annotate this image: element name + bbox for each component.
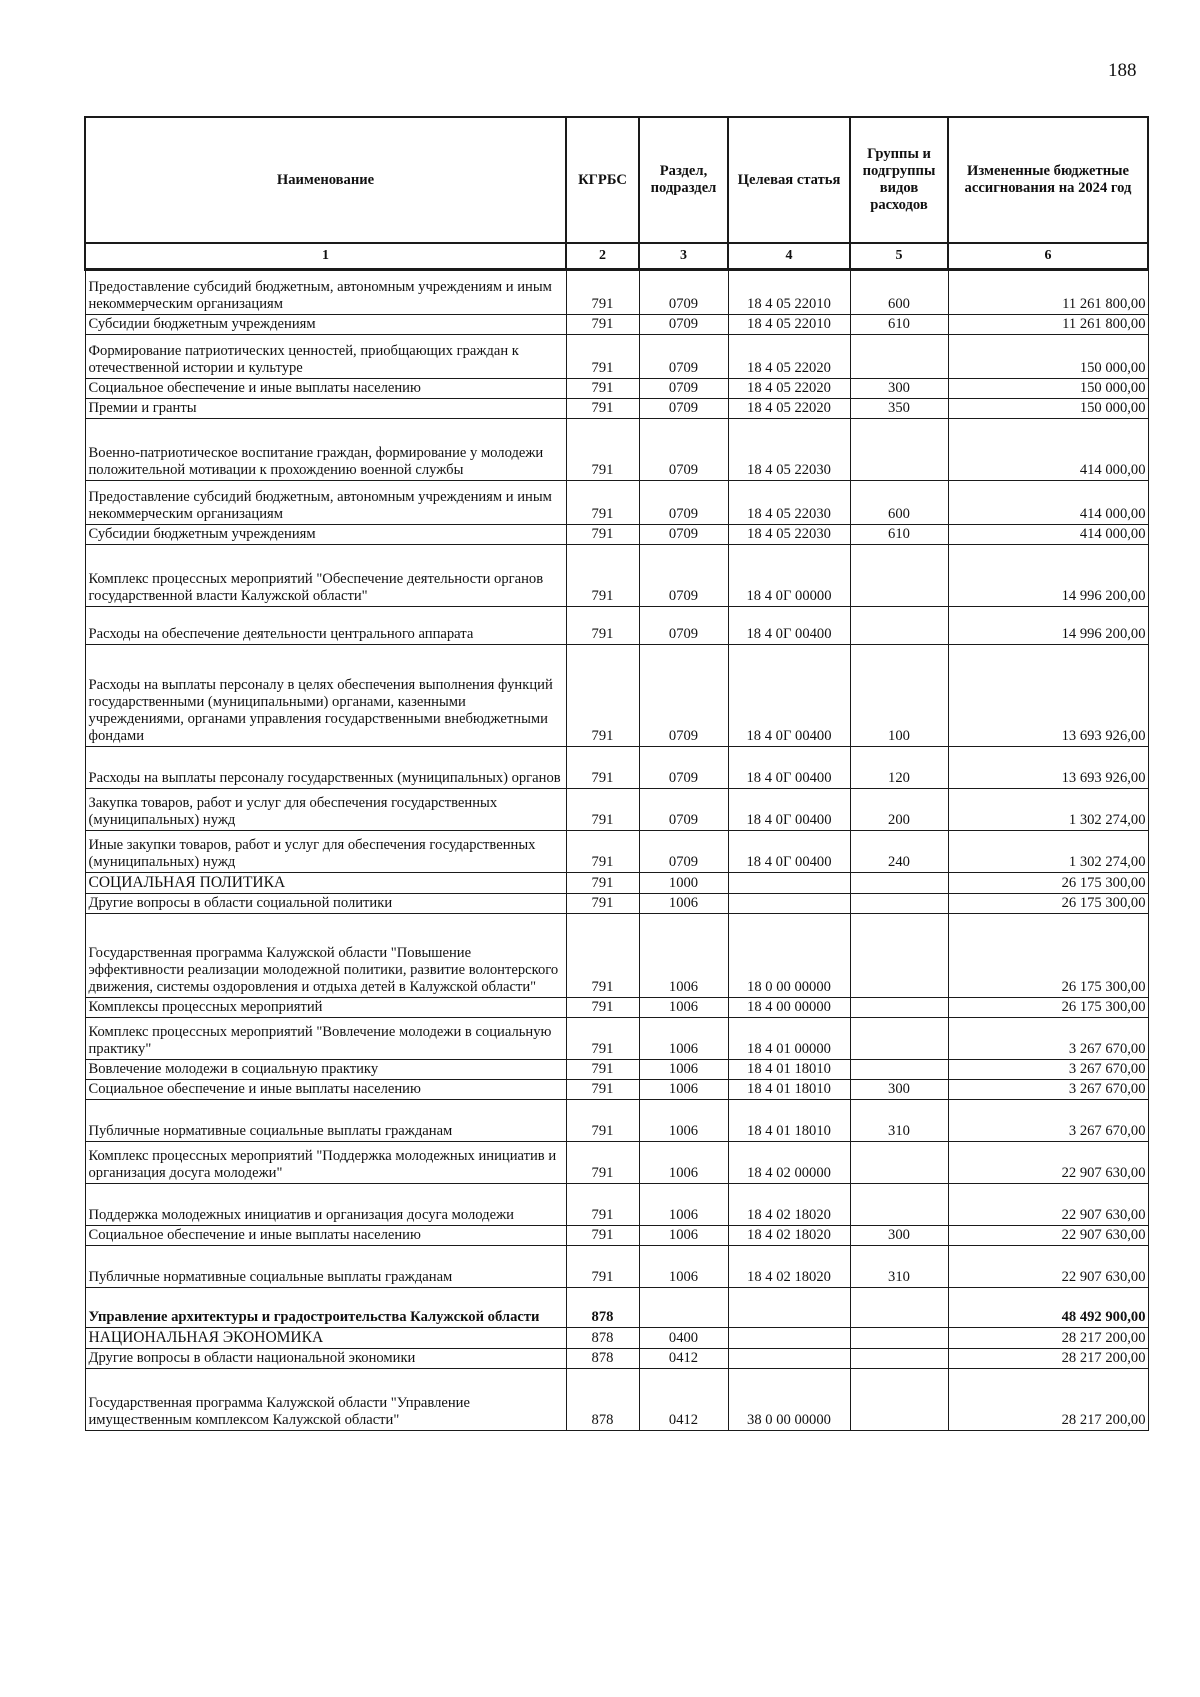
row-name-cell: Комплексы процессных мероприятий — [85, 997, 566, 1017]
row-section-cell: 0709 — [639, 831, 728, 873]
column-number: 4 — [728, 243, 850, 270]
row-target-article-cell: 18 4 00 00000 — [728, 997, 850, 1017]
header-section: Раздел, подраздел — [639, 117, 728, 243]
row-target-article-cell: 18 4 01 18010 — [728, 1079, 850, 1099]
page-number: 188 — [1108, 60, 1137, 81]
row-kgrbs-cell: 791 — [566, 747, 639, 789]
row-section-cell: 1006 — [639, 1225, 728, 1245]
table-row — [85, 1059, 1148, 1079]
column-number-row — [85, 243, 1148, 270]
row-kgrbs-cell: 791 — [566, 1017, 639, 1059]
row-target-article-cell — [728, 1327, 850, 1348]
row-amount-cell: 1 302 274,00 — [948, 831, 1148, 873]
row-amount-cell: 414 000,00 — [948, 419, 1148, 481]
row-amount-cell: 3 267 670,00 — [948, 1059, 1148, 1079]
row-expense-group-cell — [850, 545, 948, 607]
row-amount-cell: 11 261 800,00 — [948, 315, 1148, 335]
row-name-cell: Расходы на выплаты персоналу государственных (муниципальных) органов — [85, 747, 566, 789]
row-expense-group-cell: 600 — [850, 270, 948, 315]
row-expense-group-cell — [850, 913, 948, 997]
row-amount-cell: 3 267 670,00 — [948, 1079, 1148, 1099]
row-kgrbs-cell: 791 — [566, 1225, 639, 1245]
table-row — [85, 1079, 1148, 1099]
row-target-article-cell: 18 4 05 22010 — [728, 315, 850, 335]
row-kgrbs-cell: 791 — [566, 399, 639, 419]
row-name-cell: Социальное обеспечение и иные выплаты населению — [85, 1225, 566, 1245]
table-row — [85, 789, 1148, 831]
row-expense-group-cell: 310 — [850, 1245, 948, 1287]
row-amount-cell: 150 000,00 — [948, 335, 1148, 379]
table-body — [85, 270, 1148, 1431]
row-expense-group-cell — [850, 893, 948, 913]
row-amount-cell: 3 267 670,00 — [948, 1099, 1148, 1141]
table-row — [85, 1183, 1148, 1225]
row-kgrbs-cell: 791 — [566, 379, 639, 399]
row-amount-cell: 1 302 274,00 — [948, 789, 1148, 831]
row-target-article-cell: 18 4 0Г 00400 — [728, 747, 850, 789]
row-target-article-cell — [728, 1348, 850, 1368]
row-kgrbs-cell: 791 — [566, 270, 639, 315]
header-target-article: Целевая статья — [728, 117, 850, 243]
row-kgrbs-cell: 791 — [566, 645, 639, 747]
row-kgrbs-cell: 791 — [566, 481, 639, 525]
row-amount-cell: 13 693 926,00 — [948, 645, 1148, 747]
row-name-cell: Военно-патриотическое воспитание граждан, формирование у молодежи положительной мотивации к прохождению военной службы — [85, 419, 566, 481]
row-section-cell: 0709 — [639, 335, 728, 379]
row-name-cell: Комплекс процессных мероприятий "Вовлечение молодежи в социальную практику" — [85, 1017, 566, 1059]
table-row — [85, 315, 1148, 335]
table-row — [85, 873, 1148, 894]
row-target-article-cell: 18 4 02 18020 — [728, 1183, 850, 1225]
column-number: 6 — [948, 243, 1148, 270]
row-section-cell: 0709 — [639, 607, 728, 645]
row-name-cell: СОЦИАЛЬНАЯ ПОЛИТИКА — [85, 873, 566, 894]
row-kgrbs-cell: 791 — [566, 1079, 639, 1099]
column-number: 2 — [566, 243, 639, 270]
table-row — [85, 399, 1148, 419]
row-name-cell: Поддержка молодежных инициатив и организация досуга молодежи — [85, 1183, 566, 1225]
row-name-cell: Государственная программа Калужской области "Управление имущественным комплексом Калужской области" — [85, 1368, 566, 1430]
row-amount-cell: 28 217 200,00 — [948, 1348, 1148, 1368]
row-expense-group-cell: 610 — [850, 315, 948, 335]
row-target-article-cell: 18 4 0Г 00400 — [728, 789, 850, 831]
table-row — [85, 525, 1148, 545]
row-kgrbs-cell: 791 — [566, 1099, 639, 1141]
row-target-article-cell: 38 0 00 00000 — [728, 1368, 850, 1430]
row-target-article-cell — [728, 873, 850, 894]
row-kgrbs-cell: 791 — [566, 789, 639, 831]
row-section-cell: 1006 — [639, 997, 728, 1017]
table-row — [85, 1245, 1148, 1287]
row-amount-cell: 414 000,00 — [948, 481, 1148, 525]
row-target-article-cell: 18 4 01 18010 — [728, 1099, 850, 1141]
row-name-cell: Другие вопросы в области социальной политики — [85, 893, 566, 913]
row-target-article-cell: 18 4 01 18010 — [728, 1059, 850, 1079]
row-kgrbs-cell: 878 — [566, 1327, 639, 1348]
row-amount-cell: 414 000,00 — [948, 525, 1148, 545]
row-section-cell: 0709 — [639, 399, 728, 419]
table-row — [85, 1368, 1148, 1430]
row-target-article-cell: 18 4 02 00000 — [728, 1141, 850, 1183]
row-kgrbs-cell: 791 — [566, 831, 639, 873]
row-amount-cell: 26 175 300,00 — [948, 893, 1148, 913]
row-kgrbs-cell: 791 — [566, 1245, 639, 1287]
row-expense-group-cell: 100 — [850, 645, 948, 747]
row-section-cell: 0709 — [639, 747, 728, 789]
row-amount-cell: 11 261 800,00 — [948, 270, 1148, 315]
row-section-cell: 1006 — [639, 1017, 728, 1059]
row-section-cell: 1006 — [639, 1141, 728, 1183]
table-row — [85, 335, 1148, 379]
row-expense-group-cell — [850, 607, 948, 645]
row-expense-group-cell — [850, 1348, 948, 1368]
row-name-cell: Публичные нормативные социальные выплаты гражданам — [85, 1245, 566, 1287]
row-expense-group-cell: 200 — [850, 789, 948, 831]
table-row — [85, 379, 1148, 399]
row-kgrbs-cell: 878 — [566, 1368, 639, 1430]
row-expense-group-cell: 300 — [850, 1225, 948, 1245]
table-row — [85, 997, 1148, 1017]
column-number: 5 — [850, 243, 948, 270]
table-row — [85, 1225, 1148, 1245]
table-row — [85, 1099, 1148, 1141]
row-name-cell: Предоставление субсидий бюджетным, автономным учреждениям и иным некоммерческим организациям — [85, 481, 566, 525]
row-section-cell: 0709 — [639, 525, 728, 545]
row-kgrbs-cell: 791 — [566, 1059, 639, 1079]
row-amount-cell: 22 907 630,00 — [948, 1225, 1148, 1245]
row-name-cell: Субсидии бюджетным учреждениям — [85, 525, 566, 545]
row-kgrbs-cell: 791 — [566, 997, 639, 1017]
table-row — [85, 1141, 1148, 1183]
row-target-article-cell: 18 4 05 22010 — [728, 270, 850, 315]
row-target-article-cell — [728, 1287, 850, 1327]
row-name-cell: Комплекс процессных мероприятий "Поддержка молодежных инициатив и организация досуга молодежи" — [85, 1141, 566, 1183]
row-expense-group-cell — [850, 335, 948, 379]
row-expense-group-cell — [850, 1327, 948, 1348]
row-expense-group-cell — [850, 1183, 948, 1225]
row-name-cell: НАЦИОНАЛЬНАЯ ЭКОНОМИКА — [85, 1327, 566, 1348]
row-kgrbs-cell: 791 — [566, 893, 639, 913]
table-row — [85, 270, 1148, 315]
row-target-article-cell: 18 4 05 22020 — [728, 399, 850, 419]
row-expense-group-cell: 120 — [850, 747, 948, 789]
row-target-article-cell: 18 4 0Г 00000 — [728, 545, 850, 607]
row-kgrbs-cell: 791 — [566, 335, 639, 379]
row-expense-group-cell: 600 — [850, 481, 948, 525]
header-amount: Измененные бюджетные ассигнования на 2024 год — [948, 117, 1148, 243]
row-section-cell: 1006 — [639, 1099, 728, 1141]
row-amount-cell: 22 907 630,00 — [948, 1245, 1148, 1287]
row-name-cell: Закупка товаров, работ и услуг для обеспечения государственных (муниципальных) нужд — [85, 789, 566, 831]
row-name-cell: Формирование патриотических ценностей, приобщающих граждан к отечественной истории и культуре — [85, 335, 566, 379]
row-target-article-cell: 18 4 02 18020 — [728, 1245, 850, 1287]
row-section-cell: 0412 — [639, 1368, 728, 1430]
row-name-cell: Социальное обеспечение и иные выплаты населению — [85, 379, 566, 399]
row-expense-group-cell — [850, 1017, 948, 1059]
row-section-cell: 0709 — [639, 419, 728, 481]
row-amount-cell: 150 000,00 — [948, 379, 1148, 399]
row-amount-cell: 13 693 926,00 — [948, 747, 1148, 789]
row-expense-group-cell: 310 — [850, 1099, 948, 1141]
row-kgrbs-cell: 791 — [566, 913, 639, 997]
row-section-cell: 0709 — [639, 315, 728, 335]
row-target-article-cell: 18 0 00 00000 — [728, 913, 850, 997]
row-target-article-cell: 18 4 0Г 00400 — [728, 645, 850, 747]
row-target-article-cell: 18 4 05 22030 — [728, 481, 850, 525]
row-target-article-cell: 18 4 0Г 00400 — [728, 607, 850, 645]
row-kgrbs-cell: 878 — [566, 1348, 639, 1368]
table-row — [85, 1017, 1148, 1059]
row-amount-cell: 22 907 630,00 — [948, 1141, 1148, 1183]
row-name-cell: Комплекс процессных мероприятий "Обеспечение деятельности органов государственной власти Калужской области" — [85, 545, 566, 607]
column-number: 3 — [639, 243, 728, 270]
row-target-article-cell: 18 4 05 22030 — [728, 525, 850, 545]
table-row — [85, 913, 1148, 997]
row-expense-group-cell — [850, 1368, 948, 1430]
row-expense-group-cell: 300 — [850, 1079, 948, 1099]
row-expense-group-cell: 350 — [850, 399, 948, 419]
table-header-row — [85, 117, 1148, 243]
table-row — [85, 747, 1148, 789]
header-name: Наименование — [85, 117, 566, 243]
row-expense-group-cell — [850, 873, 948, 894]
row-name-cell: Государственная программа Калужской области "Повышение эффективности реализации молодежной политики, развитие волонтерского движения, системы оздоровления и отдыха детей в Калужской области" — [85, 913, 566, 997]
column-number: 1 — [85, 243, 566, 270]
table-row — [85, 607, 1148, 645]
row-expense-group-cell: 610 — [850, 525, 948, 545]
header-expense-group: Группы и подгруппы видов расходов — [850, 117, 948, 243]
table-row — [85, 1287, 1148, 1327]
row-amount-cell: 26 175 300,00 — [948, 997, 1148, 1017]
row-section-cell: 0709 — [639, 545, 728, 607]
row-section-cell: 0709 — [639, 270, 728, 315]
row-amount-cell: 26 175 300,00 — [948, 913, 1148, 997]
row-section-cell: 1006 — [639, 1183, 728, 1225]
row-kgrbs-cell: 791 — [566, 873, 639, 894]
row-name-cell: Управление архитектуры и градостроительства Калужской области — [85, 1287, 566, 1327]
row-kgrbs-cell: 791 — [566, 1183, 639, 1225]
row-name-cell: Предоставление субсидий бюджетным, автономным учреждениям и иным некоммерческим организациям — [85, 270, 566, 315]
table-row — [85, 1327, 1148, 1348]
row-name-cell: Премии и гранты — [85, 399, 566, 419]
row-name-cell: Публичные нормативные социальные выплаты гражданам — [85, 1099, 566, 1141]
row-amount-cell: 14 996 200,00 — [948, 607, 1148, 645]
row-target-article-cell: 18 4 01 00000 — [728, 1017, 850, 1059]
row-amount-cell: 3 267 670,00 — [948, 1017, 1148, 1059]
row-section-cell: 0709 — [639, 789, 728, 831]
row-target-article-cell: 18 4 02 18020 — [728, 1225, 850, 1245]
row-name-cell: Вовлечение молодежи в социальную практику — [85, 1059, 566, 1079]
row-kgrbs-cell: 791 — [566, 545, 639, 607]
row-expense-group-cell: 300 — [850, 379, 948, 399]
table-row — [85, 419, 1148, 481]
row-expense-group-cell: 240 — [850, 831, 948, 873]
row-target-article-cell: 18 4 05 22020 — [728, 379, 850, 399]
row-name-cell: Субсидии бюджетным учреждениям — [85, 315, 566, 335]
row-kgrbs-cell: 791 — [566, 1141, 639, 1183]
row-kgrbs-cell: 791 — [566, 315, 639, 335]
row-expense-group-cell — [850, 1141, 948, 1183]
row-section-cell: 1006 — [639, 1079, 728, 1099]
header-kgrbs: КГРБС — [566, 117, 639, 243]
row-amount-cell: 26 175 300,00 — [948, 873, 1148, 894]
row-name-cell: Социальное обеспечение и иные выплаты населению — [85, 1079, 566, 1099]
row-name-cell: Расходы на выплаты персоналу в целях обеспечения выполнения функций государственными (муниципальными) органами, казенными учреждениями, органами управления государственными внебюджетными фондами — [85, 645, 566, 747]
table-row — [85, 481, 1148, 525]
row-section-cell: 1000 — [639, 873, 728, 894]
table-row — [85, 645, 1148, 747]
budget-allocation-table — [84, 116, 1149, 1431]
row-expense-group-cell — [850, 419, 948, 481]
row-section-cell: 0709 — [639, 645, 728, 747]
row-name-cell: Иные закупки товаров, работ и услуг для обеспечения государственных (муниципальных) нужд — [85, 831, 566, 873]
row-target-article-cell: 18 4 05 22030 — [728, 419, 850, 481]
row-amount-cell: 28 217 200,00 — [948, 1327, 1148, 1348]
row-section-cell: 0709 — [639, 379, 728, 399]
row-name-cell: Расходы на обеспечение деятельности центрального аппарата — [85, 607, 566, 645]
row-expense-group-cell — [850, 1059, 948, 1079]
row-section-cell: 1006 — [639, 1245, 728, 1287]
table-row — [85, 831, 1148, 873]
row-target-article-cell: 18 4 0Г 00400 — [728, 831, 850, 873]
row-section-cell: 1006 — [639, 893, 728, 913]
row-expense-group-cell — [850, 997, 948, 1017]
table-row — [85, 1348, 1148, 1368]
row-section-cell: 0709 — [639, 481, 728, 525]
table-row — [85, 545, 1148, 607]
row-section-cell — [639, 1287, 728, 1327]
row-section-cell: 0400 — [639, 1327, 728, 1348]
row-target-article-cell: 18 4 05 22020 — [728, 335, 850, 379]
row-section-cell: 0412 — [639, 1348, 728, 1368]
row-section-cell: 1006 — [639, 913, 728, 997]
row-amount-cell: 48 492 900,00 — [948, 1287, 1148, 1327]
row-kgrbs-cell: 791 — [566, 525, 639, 545]
row-target-article-cell — [728, 893, 850, 913]
row-amount-cell: 22 907 630,00 — [948, 1183, 1148, 1225]
row-kgrbs-cell: 791 — [566, 419, 639, 481]
table-row — [85, 893, 1148, 913]
row-amount-cell: 28 217 200,00 — [948, 1368, 1148, 1430]
row-section-cell: 1006 — [639, 1059, 728, 1079]
row-amount-cell: 150 000,00 — [948, 399, 1148, 419]
row-amount-cell: 14 996 200,00 — [948, 545, 1148, 607]
row-kgrbs-cell: 791 — [566, 607, 639, 645]
row-expense-group-cell — [850, 1287, 948, 1327]
row-kgrbs-cell: 878 — [566, 1287, 639, 1327]
row-name-cell: Другие вопросы в области национальной экономики — [85, 1348, 566, 1368]
